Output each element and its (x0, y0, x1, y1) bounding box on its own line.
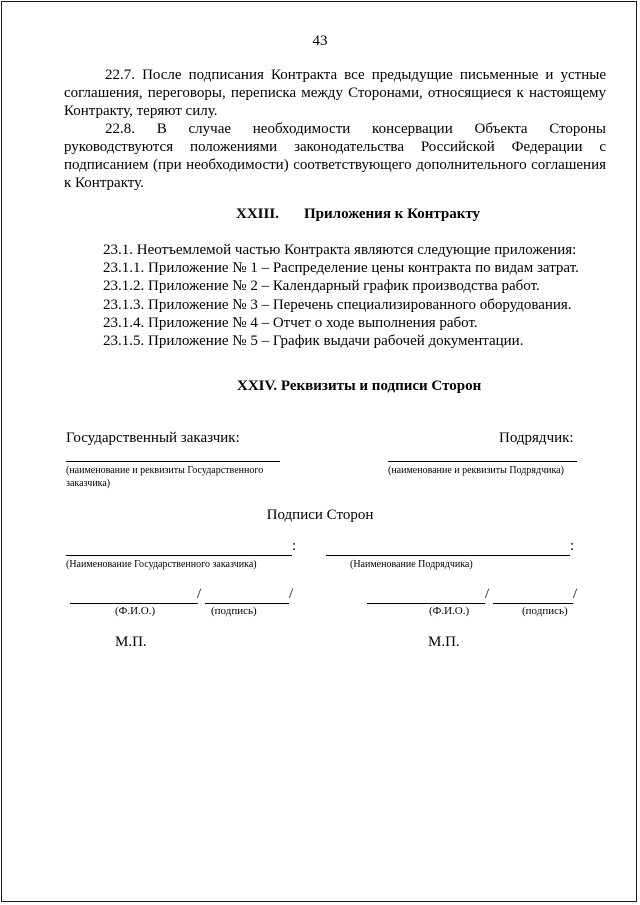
clause-22-7-line-1: 22.7. После подписания Контракта все предыдущие письменные и устные (105, 67, 606, 83)
contractor-fio-line (367, 603, 485, 604)
appendix-item: 23.1.2. Приложение № 2 – Календарный график производства работ. (103, 278, 540, 295)
appendix-item: 23.1.3. Приложение № 3 – Перечень специализированного оборудования. (103, 296, 572, 313)
section-23-number: XXIII. (236, 206, 279, 222)
contractor-name-colon: : (570, 538, 575, 554)
contractor-details-line (388, 461, 577, 462)
page-number: 43 (312, 33, 328, 49)
contractor-sign-slash-end: / (573, 586, 578, 602)
appendix-item: 23.1.4. Приложение № 4 – Отчет о ходе выполнения работ. (103, 314, 478, 331)
signatures-title: Подписи Сторон (266, 507, 374, 523)
clause-22-8-line-2: руководствуются положениями законодательства Российской Федерации с (64, 139, 606, 155)
appendix-list (103, 241, 579, 350)
appendix-item: 23.1.1. Приложение № 1 – Распределение цены контракта по видам затрат. (103, 260, 579, 277)
clause-22-8-line-3: подписанием (при необходимости) соответствующего дополнительного соглашения (64, 157, 606, 173)
contractor-sign-caption: (подпись) (522, 605, 568, 617)
customer-signature-line (205, 603, 289, 604)
clause-22-8-line-1: 22.8. В случае необходимости консервации Объекта Стороны (105, 121, 606, 137)
customer-sign-caption: (подпись) (211, 605, 257, 617)
contractor-name-line (326, 555, 570, 556)
clause-22-7-line-3: Контракту, теряют силу. (64, 103, 218, 119)
customer-stamp-label: М.П. (115, 634, 147, 650)
contractor-sign-slash: / (485, 586, 490, 602)
contractor-name-caption: (Наименование Подрядчика) (350, 559, 473, 570)
clause-22-7-line-2: соглашения, переговоры, переписка между Сторонами, относящиеся к настоящему (64, 85, 606, 101)
clause-22-7 (64, 66, 606, 120)
contractor-signature-line (493, 603, 573, 604)
customer-name-colon: : (292, 538, 297, 554)
section-24-title: XXIV. Реквизиты и подписи Сторон (237, 378, 482, 394)
appendix-item: 23.1.5. Приложение № 5 – График выдачи рабочей документации. (103, 333, 524, 350)
contractor-label: Подрядчик: (499, 430, 574, 446)
customer-fio-caption: (Ф.И.О.) (115, 605, 156, 617)
clause-22-8-line-4: к Контракту. (64, 175, 144, 191)
customer-fio-line (70, 603, 198, 604)
appendix-item: 23.1. Неотъемлемой частью Контракта являются следующие приложения: (103, 242, 577, 258)
customer-caption-line-1: (наименование и реквизиты Государственного (66, 465, 264, 476)
customer-details-caption (66, 464, 263, 490)
contractor-fio-caption: (Ф.И.О.) (429, 605, 470, 617)
customer-sign-slash: / (197, 586, 202, 602)
customer-label: Государственный заказчик: (66, 430, 240, 446)
section-23-title: Приложения к Контракту (304, 206, 481, 222)
customer-name-line (66, 555, 292, 556)
customer-details-line (66, 461, 280, 462)
customer-name-caption: (Наименование Государственного заказчика) (66, 559, 257, 570)
contractor-stamp-label: М.П. (428, 634, 460, 650)
clause-22-8 (64, 120, 606, 192)
contractor-details-caption: (наименование и реквизиты Подрядчика) (388, 465, 564, 476)
customer-sign-slash-end: / (289, 586, 294, 602)
customer-caption-line-2: заказчика) (66, 478, 111, 489)
